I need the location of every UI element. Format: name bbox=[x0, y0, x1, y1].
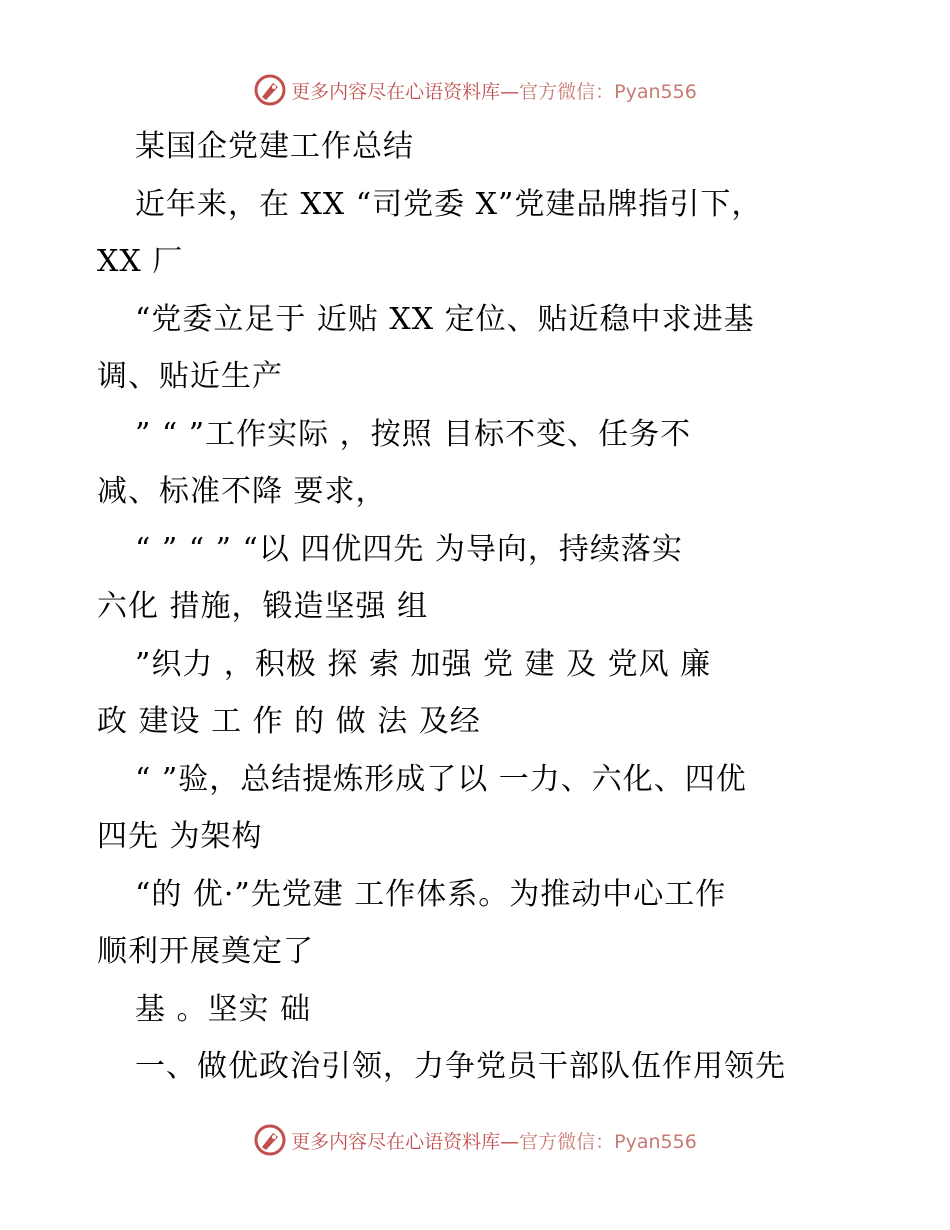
text-line: 调、贴近生产 bbox=[97, 359, 283, 394]
text-line: ”织力 ，积极 探 索 加强 党 建 及 党风 廉 bbox=[135, 646, 712, 682]
text-line: 六化 措施，锻造坚强 组 bbox=[97, 589, 429, 624]
header-watermark bbox=[0, 70, 950, 110]
text-line: 顺利开展奠定了 bbox=[97, 934, 314, 969]
text-line: “ ”验，总结提炼形成了以 一力、六化、四优 bbox=[135, 761, 747, 797]
watermark-wechat: 官方微信：Pyan556 bbox=[519, 80, 697, 103]
text-line: 基 。坚实 础 bbox=[135, 991, 312, 1027]
watermark-text bbox=[291, 77, 697, 104]
text-line: “的 优·”先党建 工作体系。为推动中心工作 bbox=[135, 876, 727, 912]
text-line: 四先 为架构 bbox=[97, 819, 263, 854]
watermark-text bbox=[291, 1127, 697, 1154]
text-line: “党委立足于 近贴 XX 定位、贴近稳中求进基 bbox=[135, 301, 755, 337]
document-title: 某国企党建工作总结 bbox=[135, 129, 414, 164]
document-body bbox=[97, 118, 857, 1096]
text-line: 近年来，在 XX “司党委 X”党建品牌指引下， bbox=[135, 186, 763, 222]
text-line: “ ” “ ” “以 四优四先 为导向，持续落实 bbox=[135, 531, 683, 567]
watermark-wechat: 官方微信：Pyan556 bbox=[519, 1130, 697, 1153]
text-line: 一、做优政治引领，力争党员干部队伍作用领先 bbox=[135, 1049, 786, 1084]
watermark-site: 更多内容尽在心语资料库— bbox=[291, 80, 520, 103]
text-line: XX 厂 bbox=[97, 244, 184, 279]
pen-nib-logo-icon bbox=[253, 1123, 287, 1157]
text-line: 政 建设 工 作 的 做 法 及经 bbox=[97, 704, 481, 739]
text-line: 减、标准不降 要求， bbox=[97, 474, 387, 509]
footer-watermark bbox=[0, 1120, 950, 1160]
text-line: ” “ ”工作实际 ，按照 目标不变、任务不 bbox=[135, 416, 692, 452]
watermark-site: 更多内容尽在心语资料库— bbox=[291, 1130, 520, 1153]
pen-nib-logo-icon bbox=[253, 73, 287, 107]
